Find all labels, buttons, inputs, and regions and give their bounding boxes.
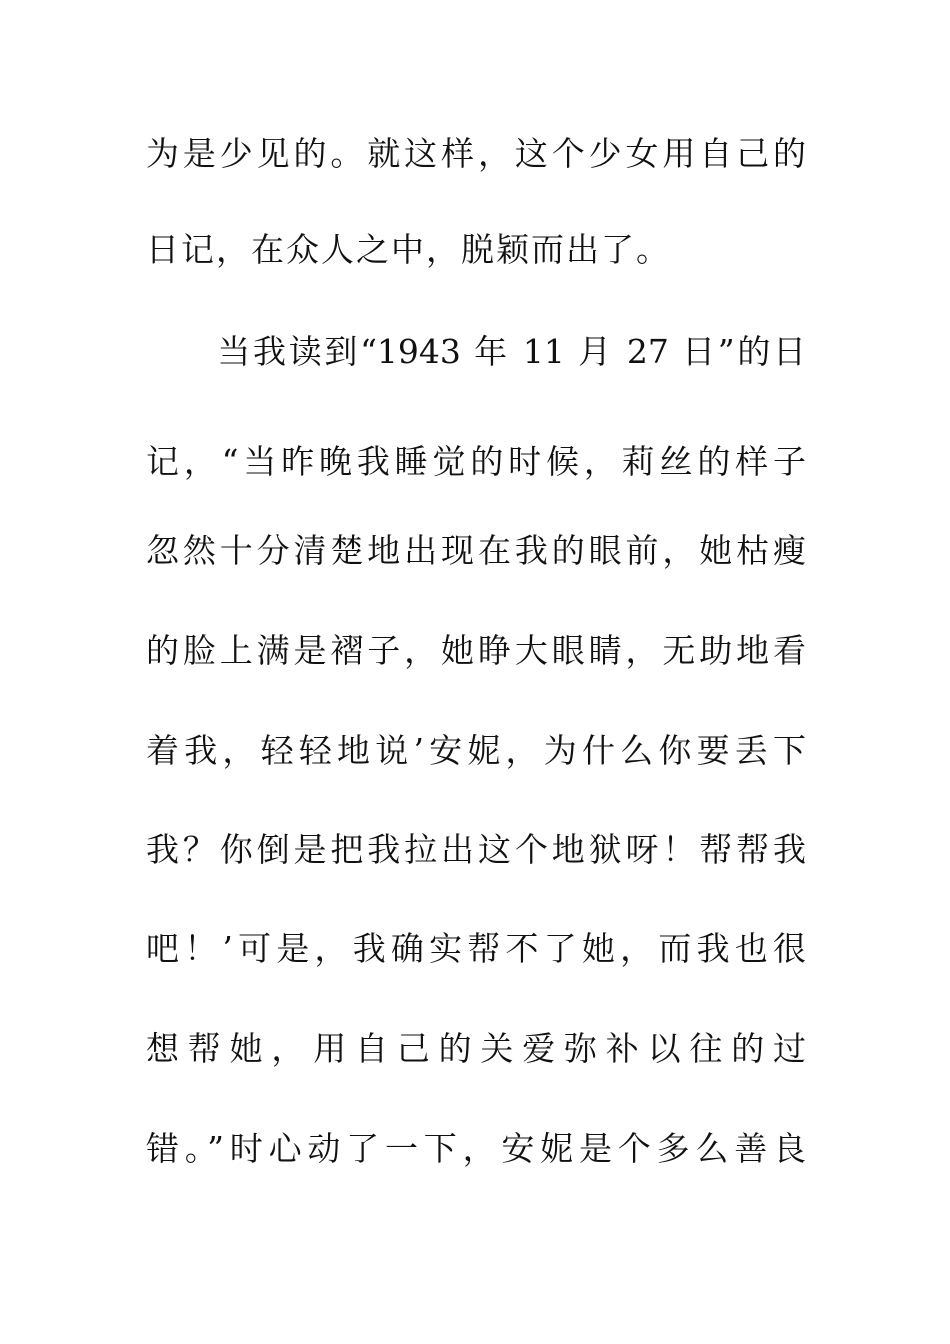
text-line-1: 为是少见的。就这样，这个少女用自己的	[146, 134, 806, 173]
text-line-3: 当我读到“1943 年 11 月 27 日”的日	[146, 332, 806, 371]
text-line-9: 吧！’可是，我确实帮不了她，而我也很	[146, 929, 806, 968]
text-line-11: 错。”时心动了一下，安妮是个多么善良	[146, 1129, 806, 1168]
text-line-4: 记，“当昨晚我睡觉的时候，莉丝的样子	[146, 442, 806, 481]
text-line-7: 着我，轻轻地说’安妮，为什么你要丢下	[146, 731, 806, 770]
text-line-6: 的脸上满是褶子，她睁大眼睛，无助地看	[146, 631, 806, 670]
text-line-5: 忽然十分清楚地出现在我的眼前，她枯瘦	[146, 531, 806, 570]
text-line-2: 日记，在众人之中，脱颖而出了。	[146, 230, 671, 269]
text-line-8: 我？你倒是把我拉出这个地狱呀！帮帮我	[146, 830, 806, 869]
text-line-10: 想帮她，用自己的关爱弥补以往的过	[146, 1029, 806, 1068]
